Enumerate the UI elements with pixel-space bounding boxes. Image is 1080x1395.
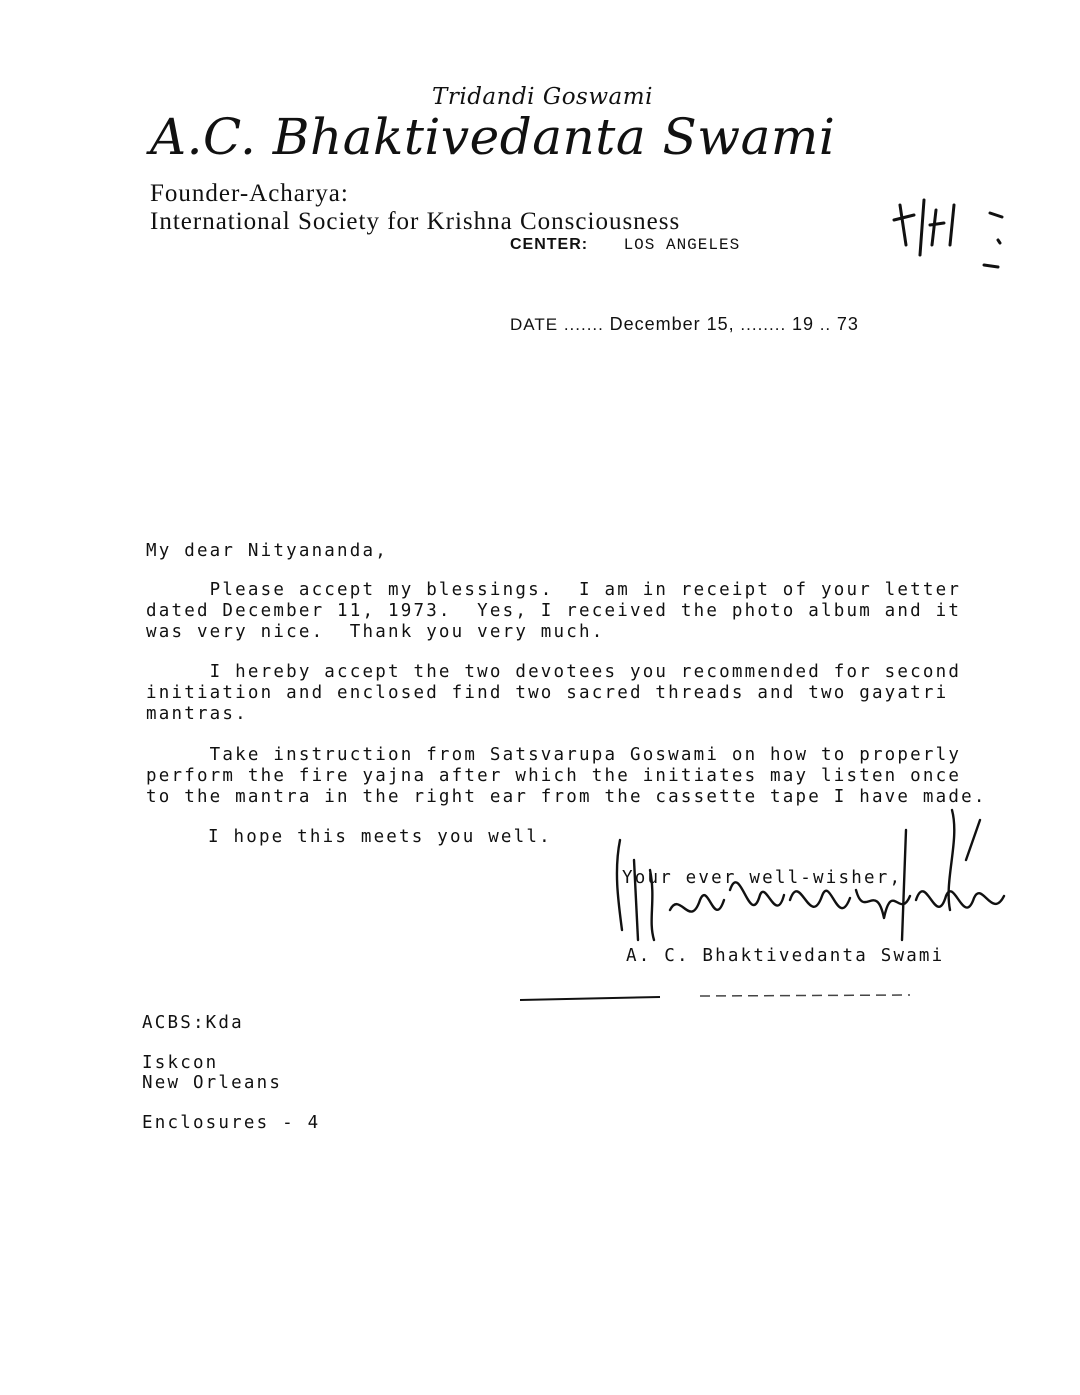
center-label: CENTER: [510, 236, 589, 253]
letter-signoff: Your ever well-wisher, [622, 868, 903, 888]
letter-salutation: My dear Nityananda, [146, 541, 388, 561]
letterhead-center [510, 236, 740, 254]
letter-paragraph-3: Take instruction from Satsvarupa Goswami on how to properly perform the fire yajna after which the initiates may listen once to the mantra in the right ear from the cassette tape I have made. [146, 745, 987, 807]
address-line-1: Iskcon [142, 1053, 219, 1073]
date-year-suffix: 73 [836, 314, 859, 334]
letter-date [510, 314, 859, 335]
enclosures-note: Enclosures - 4 [142, 1113, 321, 1133]
letterhead-society: International Society for Krishna Consciousness [150, 208, 681, 235]
letter-paragraph-2: I hereby accept the two devotees you recommended for second initiation and enclosed find two sacred threads and two gayatri mantras. [146, 662, 962, 724]
signed-name: A. C. Bhaktivedanta Swami [626, 946, 945, 966]
center-value: LOS ANGELES [623, 236, 741, 254]
address-line-2: New Orleans [142, 1073, 283, 1093]
date-year-prefix: 19 [791, 314, 814, 334]
date-dots-2: ........ [740, 315, 787, 334]
letter-paragraph-1: Please accept my blessings. I am in receipt of your letter dated December 11, 1973. Yes, I received the photo album and it was very nice. Thank you very much. [146, 580, 962, 642]
date-dots-1: ....... [563, 315, 604, 334]
letterhead-name: A.C. Bhaktivedanta Swami [150, 108, 836, 166]
date-dots-3: .. [819, 315, 832, 334]
reference-initials: ACBS:Kda [142, 1013, 244, 1033]
date-label: DATE [510, 315, 559, 334]
letterhead-founder: Founder-Acharya: [150, 180, 349, 207]
divider-line [520, 990, 910, 1010]
letter-closing: I hope this meets you well. [208, 827, 552, 847]
margin-scribble [880, 185, 1020, 285]
date-month-day: December 15, [609, 314, 735, 334]
letterhead-tridandi: Tridandi Goswami [432, 84, 653, 110]
